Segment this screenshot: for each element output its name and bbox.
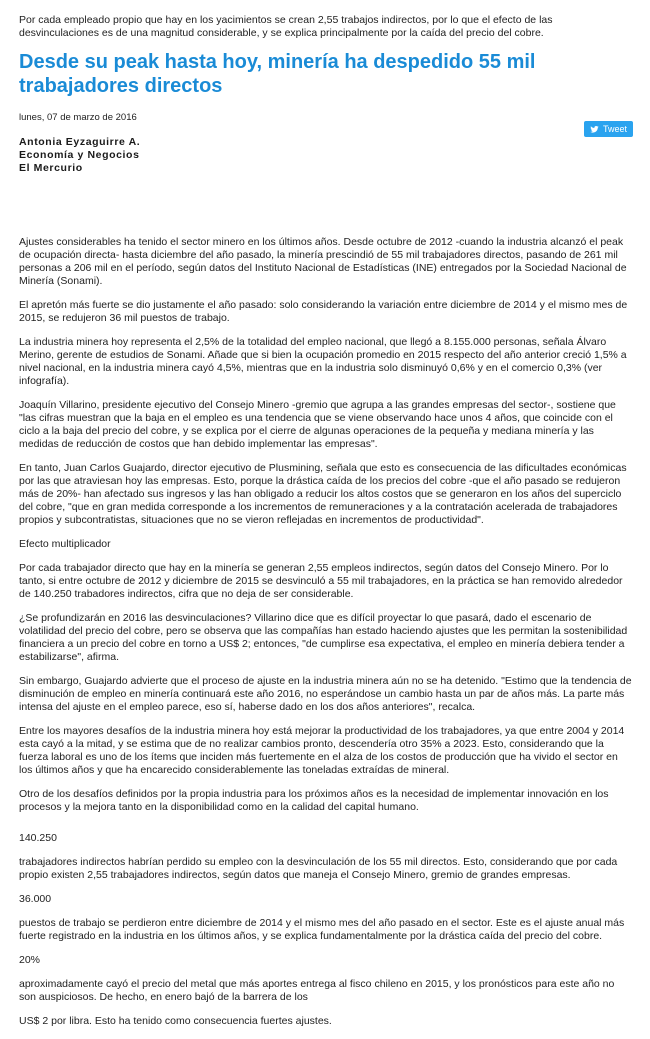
paragraph: Joaquín Villarino, presidente ejecutivo del Consejo Minero -gremio que agrupa a las grandes empresas del sector-, sostiene que "las cifras muestran que la baja en el empleo es una tendencia que se viene observando hace unos 4 años, que coincide con el ciclo a la baja del precio del cobre, y se explica por el cierre de algunas operaciones de la pequeña y mediana minería y las medidas de reducción de costos que han debido implementar las empresas". [19,399,616,450]
stat-text: puestos de trabajo se perdieron entre diciembre de 2014 y el mismo mes del año pasado en el sector. Este es el ajuste anual más fuerte registrado en la industria en los últimos años, y se explica fundamentalmente por la drástica caída del precio del cobre. [19,917,625,942]
article-body [19,236,633,1039]
stat-text: aproximadamente cayó el precio del metal que más aportes entrega al fisco chileno en 2015, y los pronósticos para este año no son auspiciosos. De hecho, en enero bajó de la barrera de los [19,978,615,1003]
author-name: Antonia Eyzaguirre A. [19,136,141,148]
stat-value: 36.000 [19,893,52,905]
publish-date: lunes, 07 de marzo de 2016 [19,112,137,123]
tweet-label: Tweet [602,124,627,134]
article [19,0,633,1027]
stat-text: trabajadores indirectos habrían perdido su empleo con la desvinculación de los 55 mil directos. Esto, considerando que por cada propio existen 2,55 trabajadores indirectos, según datos que maneja el Consejo Minero, gremio de grandes empresas. [19,856,618,881]
paragraph: Entre los mayores desafíos de la industria minera hoy está mejorar la productividad de los trabajadores, ya que entre 2004 y 2014 esta cayó a la mitad, y se estima que de no realizar cambios pronto, descendería otro 35% a 2023. Esto, considerando que la fuerza laboral es uno de los ítems que inciden más fuertemente en el alza de los costos de producción que ha vivido el sector en los últimos años y que ha encarecido considerablemente las toneladas extraídas de mineral. [19,725,625,776]
byline [19,136,633,175]
paragraph: ¿Se profundizarán en 2016 las desvinculaciones? Villarino dice que es difícil proyectar lo que pasará, dado el escenario de volatilidad del precio del cobre, pero se observa que las compañías han estado haciendo ajustes que les permitan la sostenibilidad financiera a un precio del cobre en torno a US$ 2; entonces, "de cumplirse esa expectativa, el empleo en minería debiera tender a estabilizarse", afirma. [19,612,628,663]
paragraph: En tanto, Juan Carlos Guajardo, director ejecutivo de Plusmining, señala que esto es consecuencia de las dificultades económicas por las que atraviesan hoy las empresas. Esto, porque la drástica caída de los precios del cobre -que el año pasado se redujeron más de 20%- han afectado sus ingresos y las han obligado a reducir los altos costos que se generaron en los años del superciclo del cobre, "que en gran medida corresponde a los incrementos de remuneraciones y a la contratación acelerada de trabajadores propios y subcontratistas, situaciones que no se vieron reflejadas en incrementos de productividad". [19,462,627,526]
subheading: Efecto multiplicador [19,538,111,550]
paragraph: El apretón más fuerte se dio justamente el año pasado: solo considerando la variación entre diciembre de 2014 y el mismo mes de 2015, se redujeron 36 mil puestos de trabajo. [19,299,628,324]
closing-text: US$ 2 por libra. Esto ha tenido como consecuencia fuertes ajustes. [19,1015,332,1027]
paragraph: Ajustes considerables ha tenido el sector minero en los últimos años. Desde octubre de 2012 -cuando la industria alcanzó el peak de ocupación directa- hasta diciembre del año pasado, la minería prescindió de 55 mil trabajadores directos, pasando de 261 mil personas a 206 mil en el período, según datos del Instituto Nacional de Estadísticas (INE) entregados por la Sociedad Nacional de Minería (Sonami). [19,236,627,287]
paragraph: Otro de los desafíos definidos por la propia industria para los próximos años es la necesidad de implementar innovación en los procesos y la mejora tanto en la disponibilidad como en la calidad del capital humano. [19,788,609,813]
paragraph: La industria minera hoy representa el 2,5% de la totalidad del empleo nacional, que llegó a 8.155.000 personas, señala Álvaro Merino, gerente de estudios de Sonami. Añade que si bien la ocupación promedio en 2015 respecto del año anterior creció 1,5% a nivel nacional, en la industria minera cayó 4,5%, mientras que en la industria solo disminuyó 0,6% y en el comercio 0,3% (ver infografía). [19,336,627,387]
paragraph: Por cada trabajador directo que hay en la minería se generan 2,55 empleos indirectos, según datos del Consejo Minero. Por lo tanto, si entre octubre de 2012 y diciembre de 2015 se desvinculó a 55 mil trabajadores, en la práctica se han removido alrededor de 140.250 trabadores indirectos, cifra que no deja de ser considerable. [19,562,623,600]
article-lead: Por cada empleado propio que hay en los yacimientos se crean 2,55 trabajos indirectos, por lo que el efecto de las desvinculaciones es de una magnitud considerable, y se explica principalmente por la caída del precio del cobre. [19,14,553,39]
stat-value: 20% [19,954,41,966]
meta-row [19,112,633,134]
tweet-button[interactable] [584,121,633,137]
paragraph: Sin embargo, Guajardo advierte que el proceso de ajuste en la industria minera aún no se ha detenido. "Estimo que la tendencia de disminución de empleo en minería continuará este año 2016, no esperándose un cambio hasta un par de años más. La parte más intensa del ajuste en el empleo parece, eso sí, haberse dado en los dos años anteriores", recalca. [19,675,632,713]
twitter-bird-icon [590,125,599,134]
stat-value: 140.250 [19,832,57,844]
author-outlet: El Mercurio [19,162,83,174]
author-section: Economía y Negocios [19,149,140,161]
article-title: Desde su peak hasta hoy, minería ha despedido 55 mil trabajadores directos [19,51,536,97]
